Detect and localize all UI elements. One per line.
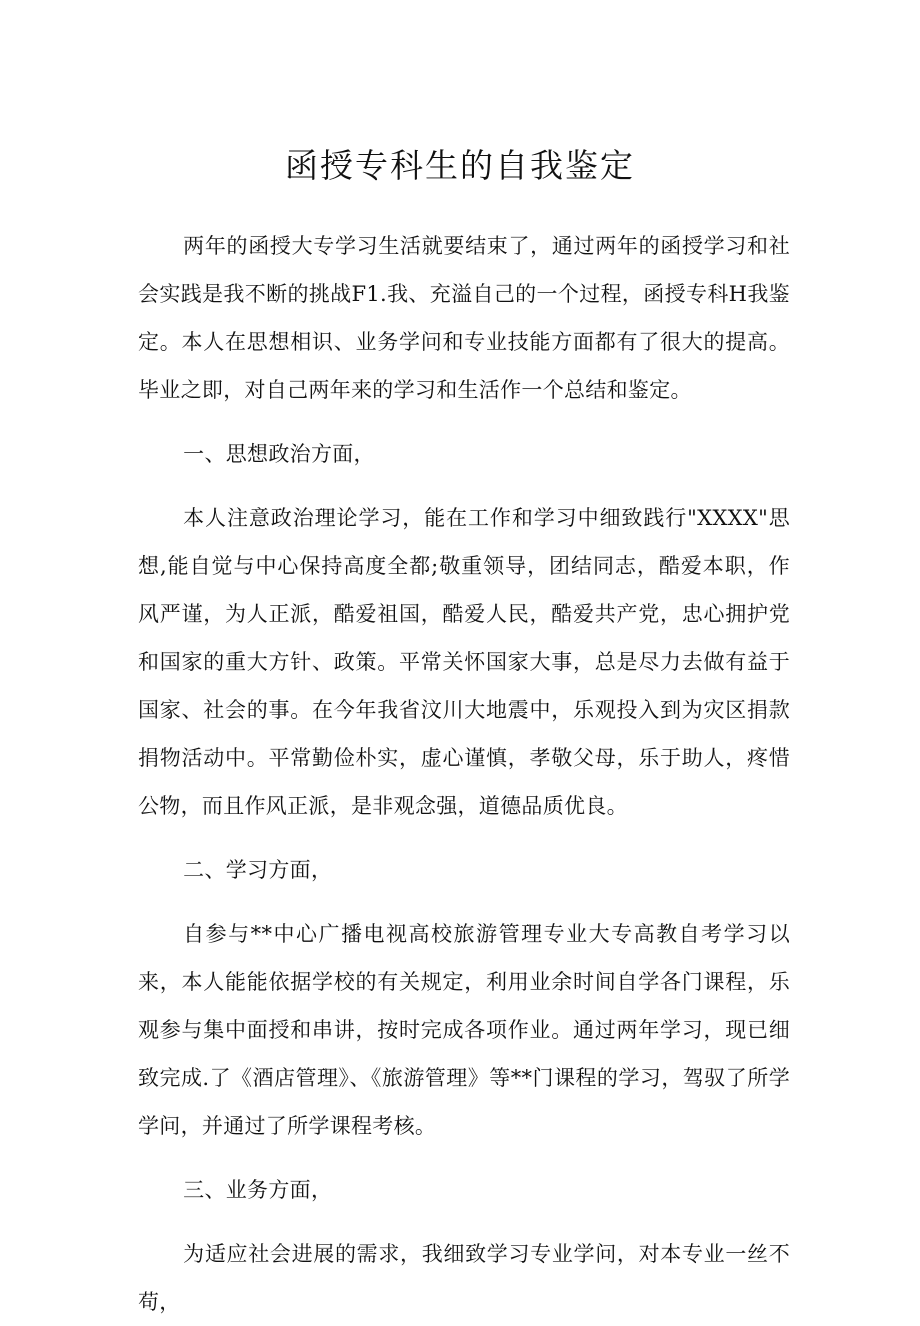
spacer xyxy=(138,1214,790,1230)
section-heading-politics: 一、思想政治方面， xyxy=(183,442,375,466)
spacer xyxy=(138,894,790,910)
section-text-work: 为适应社会进展的需求，我细致学习专业学问，对本专业一丝不苟， xyxy=(138,1242,790,1314)
section-heading-study: 二、学习方面， xyxy=(183,858,333,882)
intro-paragraph: 两年的函授大专学习生活就要结束了，通过两年的函授学习和社会实践是我不断的挑战F1.我、充溢自己的一个过程，函授专科H我鉴定。本人在思想相识、业务学问和专业技能方面都有了很大的提高。毕业之即，对自己两年来的学习和生活作一个总结和鉴定。 xyxy=(138,234,790,402)
document-title: 函授专科生的自我鉴定 xyxy=(285,146,635,185)
spacer xyxy=(138,830,790,846)
section-text-politics: 本人注意政治理论学习，能在工作和学习中细致践行"XXXX"思想,能自觉与中心保持高度全都;敬重领导，团结同志，酷爱本职，作风严谨，为人正派，酷爱祖国，酷爱人民，酷爱共产党，忠心拥护党和国家的重大方针、政策。平常关怀国家大事，总是尽力去做有益于国家、社会的事。在今年我省汶川大地震中，乐观投入到为灾区捐款捐物活动中。平常勤俭朴实，虚心谨慎，孝敬父母，乐于助人，疼惜公物，而且作风正派，是非观念强，道德品质优良。 xyxy=(138,506,790,818)
spacer xyxy=(138,414,790,430)
section-heading-work: 三、业务方面， xyxy=(183,1178,333,1202)
spacer xyxy=(138,478,790,494)
document-body xyxy=(138,222,790,1326)
section-text-study: 自参与**中心广播电视高校旅游管理专业大专高教自考学习以来，本人能能依据学校的有关规定，利用业余时间自学各门课程，乐观参与集中面授和串讲，按时完成各项作业。通过两年学习，现已细致完成.了《酒店管理》、《旅游管理》等**门课程的学习，驾驭了所学学问，并通过了所学课程考核。 xyxy=(138,922,790,1138)
spacer xyxy=(138,1150,790,1166)
